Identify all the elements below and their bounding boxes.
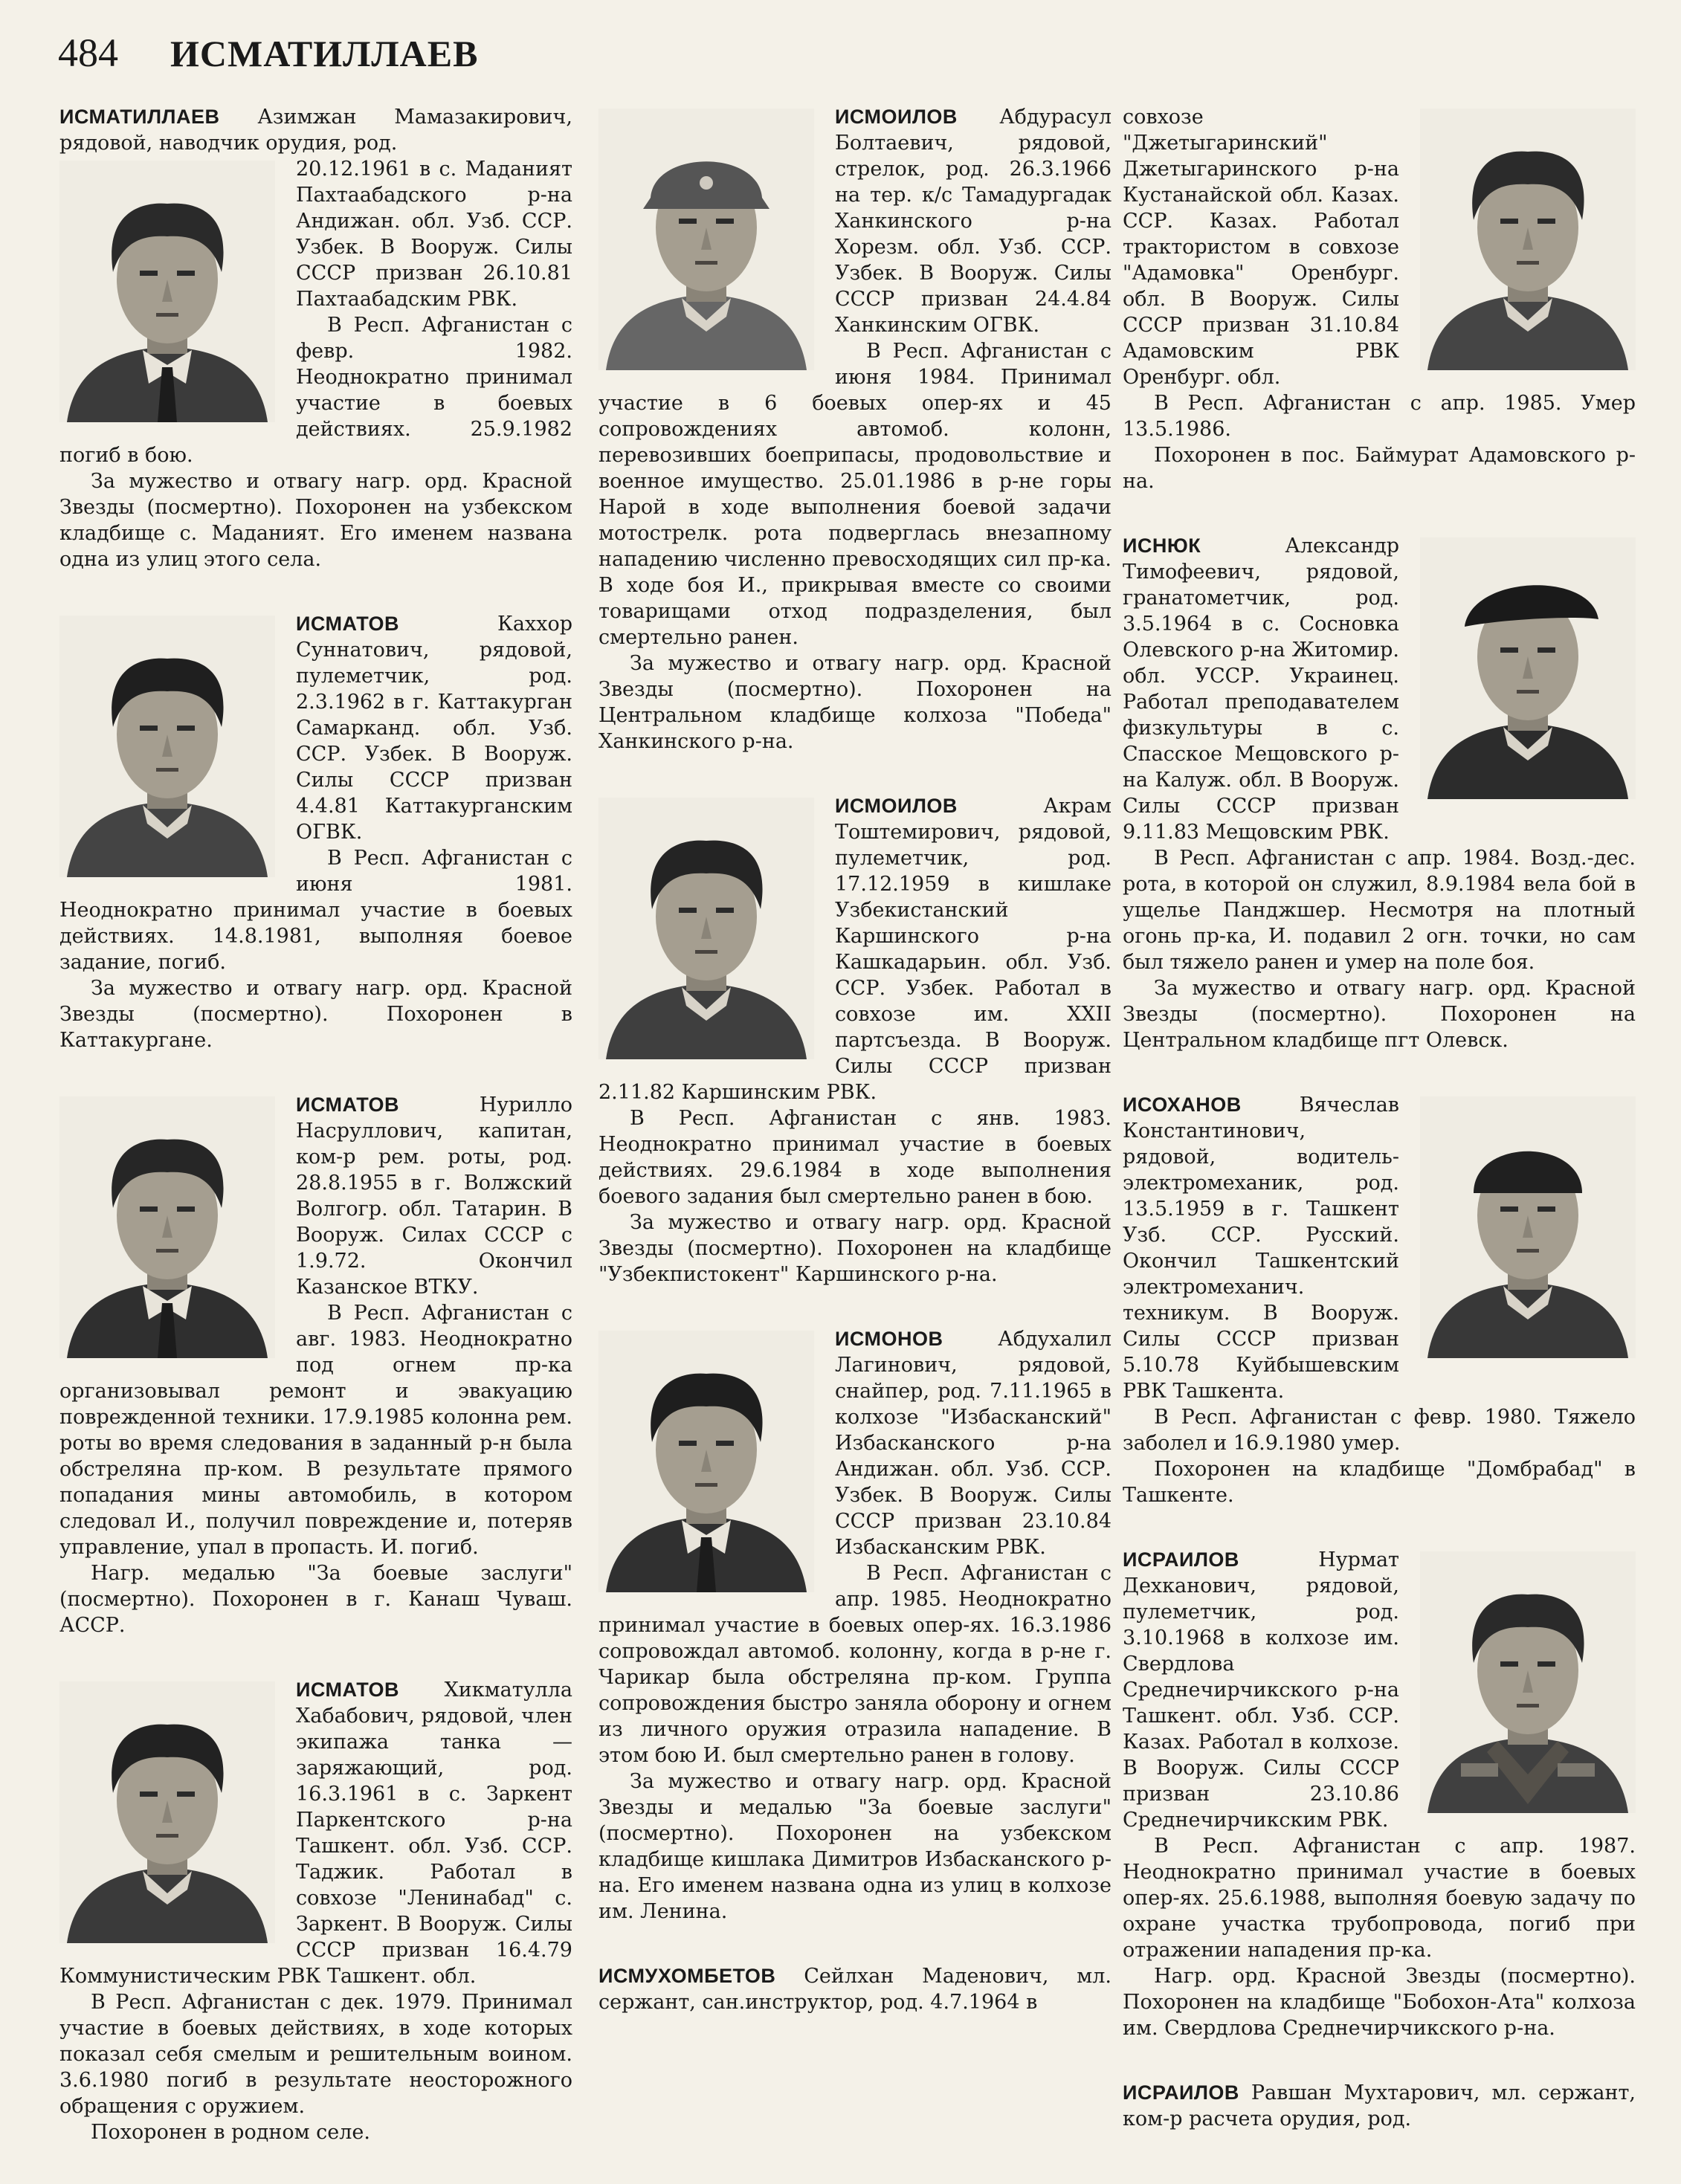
shoulder-strap-shape [1461, 1763, 1498, 1777]
column-3 [1123, 104, 1636, 2171]
portrait-drawing [598, 798, 814, 1059]
entry-award: Похоронен в родном селе. [91, 2121, 370, 2144]
biography-entry [1123, 1547, 1636, 2041]
portrait-drawing [59, 1096, 275, 1358]
biography-entry [598, 793, 1111, 1288]
biography-entry [59, 1677, 572, 2145]
entry-afghanistan: В Респ. Афганистан с апр. 1987. Неоднократно принимал участие в боевых опер-ях. 25.6.1988, выполняя боевую задачу по охране участка трубопровода, погиб при отражении нападения пр-ка. [1123, 1835, 1636, 1962]
eye-shape [140, 1206, 158, 1212]
biography-entry [59, 611, 572, 1053]
entry-afghanistan: В Респ. Афганистан с февр. 1980. Тяжело заболел и 16.9.1980 умер. [1123, 1406, 1636, 1455]
entry-surname: ИСМАТОВ [296, 1093, 400, 1116]
eye-shape [679, 908, 697, 913]
entry-award: Нагр. медалью "За боевые заслуги" (посмертно). Похоронен в г. Канаш Чуваш. АССР. [59, 1562, 572, 1637]
portrait-drawing [598, 109, 814, 370]
entry-surname: ИСМАТОВ [296, 1679, 400, 1701]
entry-award: За мужество и отвагу нагр. орд. Красной Звезды (посмертно). Похоронен на кладбище "Узбекпистокент" Каршинского р-на. [598, 1211, 1111, 1286]
portrait-photo [1420, 109, 1636, 370]
mouth-shape [156, 313, 178, 317]
entry-award: За мужество и отвагу нагр. орд. Красной Звезды и медалью "За боевые заслуги" (посмертно). Похоронен на узбекском кладбище кишлака Димитров Избасканского р-на. Его именем названа одна из улиц в колхозе им. Ленина. [598, 1770, 1111, 1923]
biography-entry [1123, 533, 1636, 1053]
eye-shape [177, 1792, 195, 1797]
portrait-photo [59, 616, 275, 877]
entry-surname: ИСРАИЛОВ [1123, 2081, 1239, 2104]
entry-surname: ИСНЮК [1123, 534, 1201, 557]
portrait-photo [598, 1331, 814, 1592]
portrait-photo [1420, 1551, 1636, 1813]
mouth-shape [156, 768, 178, 772]
entry-award: За мужество и отвагу нагр. орд. Красной Звезды (посмертно). Похоронен на Центральном кладбище пгт Олевск. [1123, 977, 1636, 1052]
portrait-drawing [598, 1331, 814, 1592]
eye-shape [140, 271, 158, 276]
entry-lead: Александр Тимофеевич, рядовой, гранатометчик, род. 3.5.1964 в с. Сосновка Олевского р-на Житомир. обл. УССР. Украинец. Работал преподавателем физкультуры в с. Спасское Мещовского р-на Калуж. обл. В Вооруж. Силы СССР призван 9.11.83 Мещовским РВК. [1123, 534, 1399, 844]
biography-entry [1123, 2080, 1636, 2132]
eye-shape [140, 726, 158, 731]
eye-shape [177, 271, 195, 276]
mouth-shape [1517, 261, 1539, 265]
portrait-photo [59, 1681, 275, 1943]
entry-surname: ИСМОИЛОВ [835, 106, 958, 128]
eye-shape [679, 1441, 697, 1446]
eye-shape [1538, 219, 1555, 224]
entry-lead: Равшан Мухтарович, мл. сержант, ком-р расчета орудия, род. [1123, 2081, 1636, 2130]
entry-afghanistan: В Респ. Афганистан с дек. 1979. Принимал участие в боевых действиях, в ходе которых показал себя смелым и решительным воином. 3.6.1980 погиб в результате неосторожного обращения с оружием. [59, 1991, 572, 2118]
eye-shape [716, 219, 734, 224]
badge-shape [700, 176, 713, 190]
entry-afghanistan: В Респ. Афганистан с апр. 1985. Неоднократно принимал участие в боевых опер-ях. 16.3.1986 сопровождал автомоб. колонну, когда в р-не г. Чарикар была обстреляна пр-ком. Группа сопровождения быстро заняла оборону и огнем из личного оружия отразила нападение. В этом бою И. был смертельно ранен в голову. [598, 1562, 1111, 1767]
entry-afghanistan: В Респ. Афганистан с июня 1984. Принимал участие в 6 боевых опер-ях и 45 сопровождениях автомоб. колонн, перевозивших боеприпасы, продовольствие и военное имущество. 25.01.1986 в р-не горы Нарой в ходе выполнения боевой задачи мотострелк. рота подверглась внезапному нападению численно превосходящих сил пр-ка. В ходе боя И., прикрывая вместе со своими товарищами отход подразделения, был смертельно ранен. [598, 340, 1111, 649]
entry-lead: Азимжан Мамазакирович, рядовой, наводчик орудия, род. [59, 106, 572, 155]
eye-shape [716, 1441, 734, 1446]
entry-award: Нагр. орд. Красной Звезды (посмертно). Похоронен на кладбище "Бобохон-Ата" колхоза им. Свердлова Среднечирчикского р-на. [1123, 1965, 1636, 2040]
entry-lead: Хикматулла Хабабович, рядовой, член экипажа танка — заряжающий, род. 16.3.1961 в с. Заркент Паркентского р-на Ташкент. обл. Узб. ССР. Таджик. Работал в совхозе "Ленинабад" с. Заркент. В Вооруж. Силы СССР призван 16.4.79 Коммунистическим РВК Ташкент. обл. [59, 1679, 572, 1988]
entry-surname: ИСМОИЛОВ [835, 795, 958, 817]
eye-shape [177, 1206, 195, 1212]
entry-surname: ИСМАТОВ [296, 613, 400, 635]
entry-lead: Акрам Тоштемирович, рядовой, пулеметчик, род. 17.12.1959 в кишлаке Узбекистанский Каршинского р-на Кашкадарьин. обл. Узб. ССР. Узбек. Работал в совхозе им. XXII партсъезда. В Вооруж. Силы СССР призван 2.11.82 Каршинским РВК. [598, 795, 1111, 1104]
entry-lead: Нурмат Дехканович, рядовой, пулеметчик, род. 3.10.1968 в колхозе им. Свердлова Среднечирчикского р-на Ташкент. обл. Узб. ССР. Казах. Работал в колхозе. В Вооруж. Силы СССР призван 23.10.86 Среднечирчикским РВК. [1123, 1548, 1399, 1832]
portrait-drawing [59, 616, 275, 877]
entry-lead: Вячеслав Константинович, рядовой, водитель-электромеханик, род. 13.5.1959 в г. Ташкент Узб. ССР. Русский. Окончил Ташкентский электромеханич. техникум. В Вооруж. Силы СССР призван 5.10.78 Куйбышевским РВК Ташкента. [1123, 1093, 1399, 1403]
mouth-shape [695, 261, 717, 265]
entry-lead: Абдурасул Болтаевич, рядовой, стрелок, род. 26.3.1966 на тер. к/с Тамадургадак Ханкинского р-на Хорезм. обл. Узб. ССР. Узбек. В Вооруж. Силы СССР призван 24.4.84 Ханкинским ОГВК. [835, 106, 1111, 337]
page-number: 484 [58, 30, 118, 75]
mouth-shape [156, 1249, 178, 1253]
entry-afghanistan: В Респ. Афганистан с февр. 1982. Неоднократно принимал участие в боевых действиях. 25.9.1982 погиб в бою. [59, 314, 572, 467]
portrait-photo [59, 161, 275, 422]
entry-afghanistan: В Респ. Афганистан с авг. 1983. Неоднократно под огнем пр-ка организовывал ремонт и эвакуацию поврежденной техники. 17.9.1985 колонна рем. роты во время следования в заданный р-н была обстреляна пр-ком. В результате прямого попадания мины автомобиль, в котором следовал И., получил повреждение и, потеряв управление, упал в пропасть. И. погиб. [59, 1302, 572, 1559]
entry-afghanistan: В Респ. Афганистан с янв. 1983. Неоднократно принимал участие в боевых действиях. 29.6.1984 в ходе выполнения боевого задания был смертельно ранен в бою. [598, 1107, 1111, 1208]
eye-shape [1500, 1661, 1518, 1667]
eye-shape [1500, 647, 1518, 653]
mouth-shape [695, 1483, 717, 1487]
eye-shape [140, 1792, 158, 1797]
portrait-photo [598, 798, 814, 1059]
column-1 [59, 104, 572, 2184]
entry-afghanistan: В Респ. Афганистан с апр. 1985. Умер 13.5.1986. [1123, 392, 1636, 441]
portrait-photo [59, 1096, 275, 1358]
shoulder-strap-shape [1558, 1763, 1595, 1777]
entry-surname: ИСОХАНОВ [1123, 1093, 1242, 1116]
mouth-shape [1517, 690, 1539, 694]
eye-shape [1500, 1206, 1518, 1212]
portrait-drawing [59, 1681, 275, 1943]
portrait-drawing [1420, 537, 1636, 799]
portrait-photo [1420, 1096, 1636, 1358]
biography-entry [59, 1092, 572, 1638]
entry-surname: ИСМОНОВ [835, 1328, 943, 1350]
portrait-photo [1420, 537, 1636, 799]
entry-surname: ИСМУХОМБЕТОВ [598, 1965, 776, 1987]
biography-entry [1123, 1092, 1636, 1508]
eye-shape [1538, 1206, 1555, 1212]
eye-shape [1500, 219, 1518, 224]
mouth-shape [156, 1834, 178, 1838]
eye-shape [679, 219, 697, 224]
eye-shape [177, 726, 195, 731]
eye-shape [1538, 1661, 1555, 1667]
entry-lead: Абдухалил Лагинович, рядовой, снайпер, род. 7.11.1965 в колхозе "Избасканский" Избасканского р-на Андижан. обл. Узб. ССР. Узбек. В Вооруж. Силы СССР призван 23.10.84 Избасканским РВК. [835, 1328, 1111, 1559]
page-header [58, 30, 478, 76]
mouth-shape [695, 950, 717, 954]
entry-award: Похоронен на кладбище "Домбрабад" в Ташкенте. [1123, 1458, 1636, 1507]
entry-details: 20.12.1961 в с. Маданият Пахтаабадского р-на Андижан. обл. Узб. ССР. Узбек. В Вооруж. Силы СССР призван 26.10.81 Пахтаабадским РВК. [296, 158, 572, 311]
mouth-shape [1517, 1704, 1539, 1708]
entry-award: За мужество и отвагу нагр. орд. Красной Звезды (посмертно). Похоронен в Каттакургане. [59, 977, 572, 1052]
running-head: ИСМАТИЛЛАЕВ [170, 33, 479, 74]
entry-continuation: совхозе "Джетыгаринский" Джетыгаринского р-на Кустанайской обл. Казах. ССР. Казах. Работал трактористом в совхозе "Адамовка" Оренбург. обл. В Вооруж. Силы СССР призван 31.10.84 Адамовским РВК Оренбург. обл. [1123, 106, 1399, 389]
portrait-photo [598, 109, 814, 370]
portrait-drawing [1420, 1096, 1636, 1358]
entry-surname: ИСМАТИЛЛАЕВ [59, 106, 220, 128]
portrait-drawing [1420, 109, 1636, 370]
biography-entry [598, 1326, 1111, 1925]
entry-lead: Нурилло Насруллович, капитан, ком-р рем. роты, род. 28.8.1955 в г. Волжский Волгогр. обл. Татарин. В Вооруж. Силах СССР с 1.9.72. Окончил Казанское ВТКУ. [296, 1093, 572, 1299]
portrait-drawing [1420, 1551, 1636, 1813]
biography-entry [59, 104, 572, 572]
entry-afghanistan: В Респ. Афганистан с апр. 1984. Возд.-дес. рота, в которой он служил, 8.9.1984 вела бой в ущелье Панджшер. Несмотря на плотный огонь пр-ка, И. подавил 2 огн. точки, но сам был тяжело ранен и умер на поле боя. [1123, 847, 1636, 974]
eye-shape [1538, 647, 1555, 653]
eye-shape [716, 908, 734, 913]
entry-surname: ИСРАИЛОВ [1123, 1548, 1239, 1571]
entry-award: За мужество и отвагу нагр. орд. Красной Звезды (посмертно). Похоронен на узбекском кладбище с. Маданият. Его именем названа одна из улиц этого села. [59, 470, 572, 571]
biography-entry-continuation [1123, 104, 1636, 494]
entry-afghanistan: В Респ. Афганистан с июня 1981. Неоднократно принимал участие в боевых действиях. 14.8.1981, выполняя боевое задание, погиб. [59, 847, 572, 974]
entry-award: За мужество и отвагу нагр. орд. Красной Звезды (посмертно). Похоронен на Центральном кладбище колхоза "Победа" Ханкинского р-на. [598, 652, 1111, 753]
biography-entry [598, 1963, 1111, 2015]
mouth-shape [1517, 1249, 1539, 1253]
entry-lead: Сейлхан Маденович, мл. сержант, сан.инструктор, род. 4.7.1964 в [598, 1965, 1111, 2014]
biography-entry [598, 104, 1111, 755]
column-2 [598, 104, 1111, 2054]
portrait-drawing [59, 161, 275, 422]
entry-lead: Каххор Суннатович, рядовой, пулеметчик, род. 2.3.1962 в г. Каттакурган Самарканд. обл. Узб. ССР. Узбек. В Вооруж. Силы СССР призван 4.4.81 Каттакурганским ОГВК. [296, 613, 572, 844]
entry-award: Похоронен в пос. Баймурат Адамовского р-на. [1123, 444, 1636, 493]
